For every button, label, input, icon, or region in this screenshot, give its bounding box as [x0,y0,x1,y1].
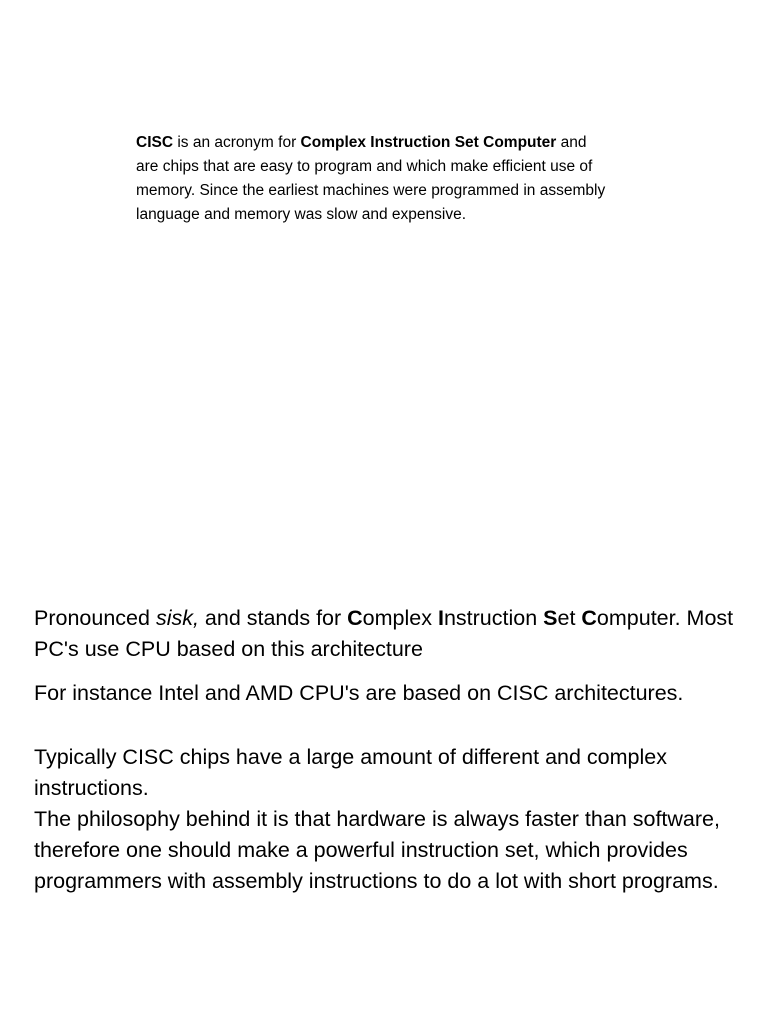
intro-text-1: is an acronym for [173,134,301,151]
para1-text-2: and stands for [198,606,348,630]
intro-expansion: Complex Instruction Set Computer [300,134,557,151]
intro-paragraph [136,131,606,227]
para1-text-1: Pronounced [34,606,156,630]
para1-omplex: omplex [362,606,438,630]
intro-term: CISC [136,134,174,151]
pronunciation-paragraph [34,603,749,665]
philosophy-paragraph: The philosophy behind it is that hardware is always faster than software, therefore one should make a powerful instruction set, which provides programmers with assembly instructions to do a lot with short programs. [34,807,720,893]
para1-nstruction: nstruction [443,606,544,630]
acronym-letter-i: I [437,606,444,630]
typical-paragraph-line1: Typically CISC chips have a large amount of different and complex instructions. [34,745,667,800]
para1-omputer: omputer. Most PC's use CPU based on this architecture [34,606,734,661]
acronym-letter-c: C [347,606,363,630]
main-content [34,603,749,897]
examples-paragraph: For instance Intel and AMD CPU's are based on CISC architectures. [34,681,684,705]
intro-text-2: and are chips that are easy to program and which make efficient use of memory. Since the earliest machines were programmed in assembly language and memory was slow and expensive. [136,134,606,223]
para1-et: et [557,606,582,630]
acronym-letter-s: S [543,606,558,630]
pronunciation-word: sisk, [155,606,199,630]
acronym-letter-c2: C [581,606,597,630]
